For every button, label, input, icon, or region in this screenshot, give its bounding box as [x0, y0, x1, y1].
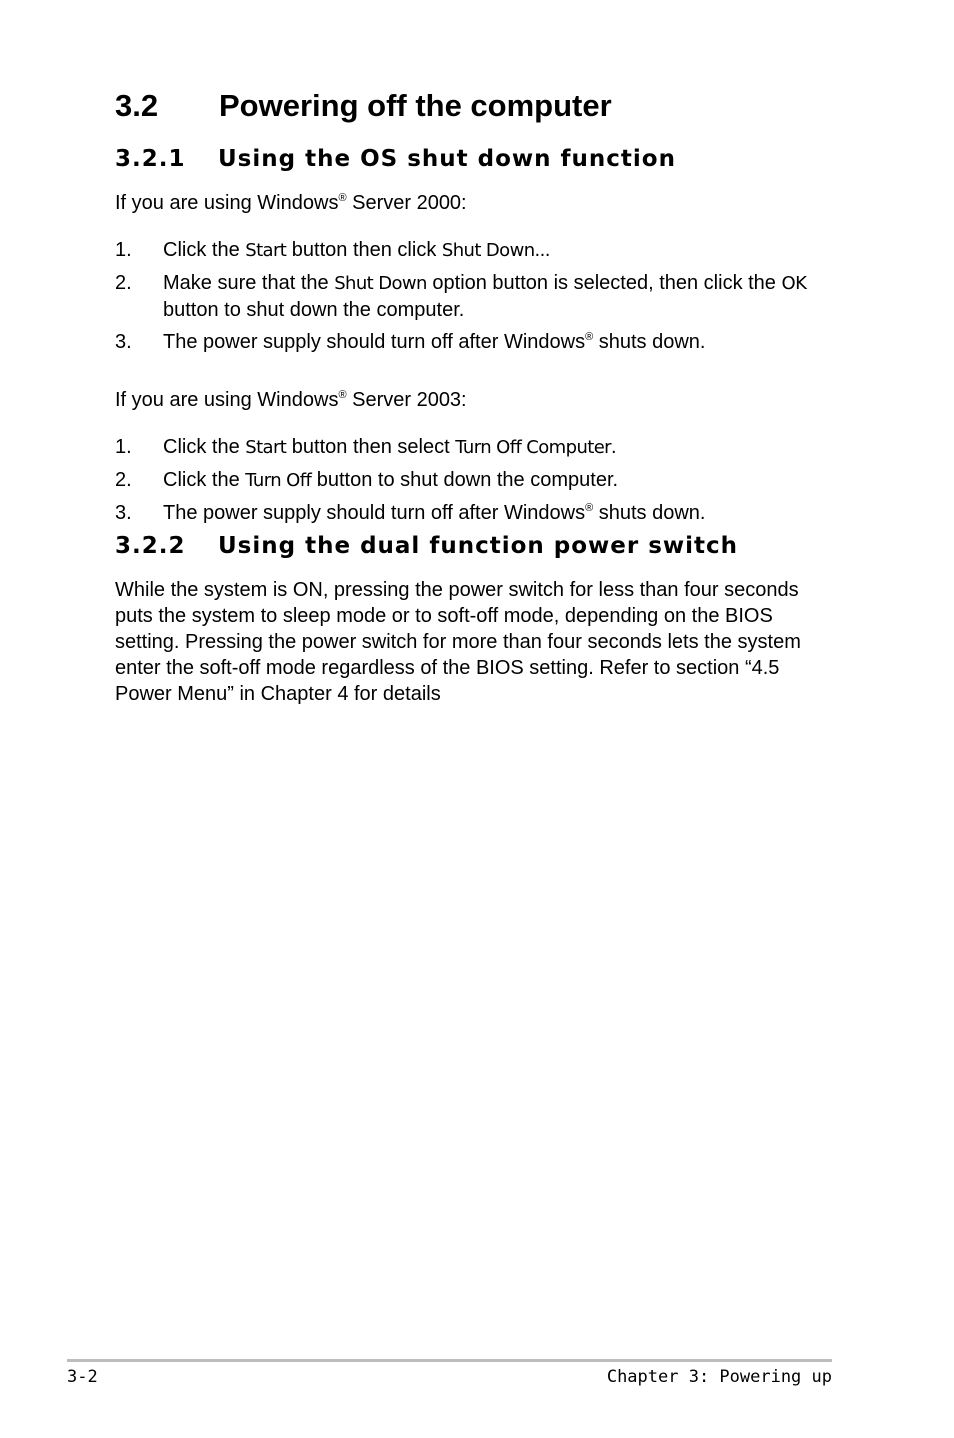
footer-chapter-title: Chapter 3: Powering up: [606, 1367, 832, 1387]
step-number: 1.: [115, 436, 132, 458]
list-item: [115, 467, 835, 494]
registered-mark: ®: [585, 502, 594, 514]
step-number: 3.: [115, 502, 132, 524]
ui-term: Start: [245, 437, 287, 458]
step-number: 2.: [115, 272, 132, 294]
ui-term: Shut Down...: [441, 240, 550, 261]
section-number: 3.2: [115, 88, 159, 123]
ui-term: Shut Down: [334, 273, 427, 294]
step-text: Click the Turn Off button to shut down the computer.: [163, 469, 619, 491]
list-item: [115, 500, 835, 526]
list-item: [115, 237, 835, 264]
intro-text: Server 2000:: [346, 192, 467, 214]
subsection-heading-os-shutdown: [115, 146, 676, 172]
intro-text: If you are using Windows: [115, 192, 339, 214]
subsection-title: Using the OS shut down function: [218, 146, 676, 172]
step-text: The power supply should turn off after Windows® shuts down.: [163, 502, 706, 524]
ui-term: Turn Off: [245, 470, 312, 491]
list-item: [115, 329, 835, 355]
power-switch-paragraph: While the system is ON, pressing the power switch for less than four seconds puts the system to sleep mode or to soft-off mode, depending on the BIOS setting. Pressing the power switch for more than four seconds lets the system enter the soft-off mode regardless of the BIOS setting. Refer to section “4.5 Power Menu” in Chapter 4 for details: [115, 579, 801, 705]
section-heading: [115, 88, 612, 124]
subsection-title: Using the dual function power switch: [218, 533, 739, 559]
registered-mark: ®: [338, 389, 347, 401]
subsection-number: 3.2.1: [115, 146, 186, 172]
registered-mark: ®: [338, 192, 347, 204]
ui-term: Start: [245, 240, 287, 261]
section-title: Powering off the computer: [219, 88, 612, 123]
intro-windows-2003: [115, 387, 467, 413]
list-item: [115, 434, 835, 461]
subsection-heading-power-switch: [115, 533, 738, 559]
subsection-number: 3.2.2: [115, 533, 186, 559]
step-number: 2.: [115, 469, 132, 491]
footer-page-number: 3-2: [67, 1367, 98, 1387]
step-text: Click the Start button then click Shut Down...: [163, 239, 550, 261]
registered-mark: ®: [585, 331, 594, 343]
ui-term: OK: [781, 273, 807, 294]
step-number: 1.: [115, 239, 132, 261]
list-item: [115, 270, 835, 323]
steps-windows-2000: [115, 237, 835, 355]
step-text: Click the Start button then select Turn Off Computer.: [163, 436, 617, 458]
intro-text: Server 2003:: [346, 389, 467, 411]
intro-text: If you are using Windows: [115, 389, 339, 411]
step-number: 3.: [115, 331, 132, 353]
intro-windows-2000: [115, 190, 467, 216]
step-text: The power supply should turn off after Windows® shuts down.: [163, 331, 706, 353]
footer-divider: [67, 1359, 832, 1362]
ui-term: Turn Off Computer: [455, 437, 611, 458]
step-text: Make sure that the Shut Down option button is selected, then click the OK button to shut down the computer.: [163, 272, 807, 321]
steps-windows-2003: [115, 434, 835, 526]
